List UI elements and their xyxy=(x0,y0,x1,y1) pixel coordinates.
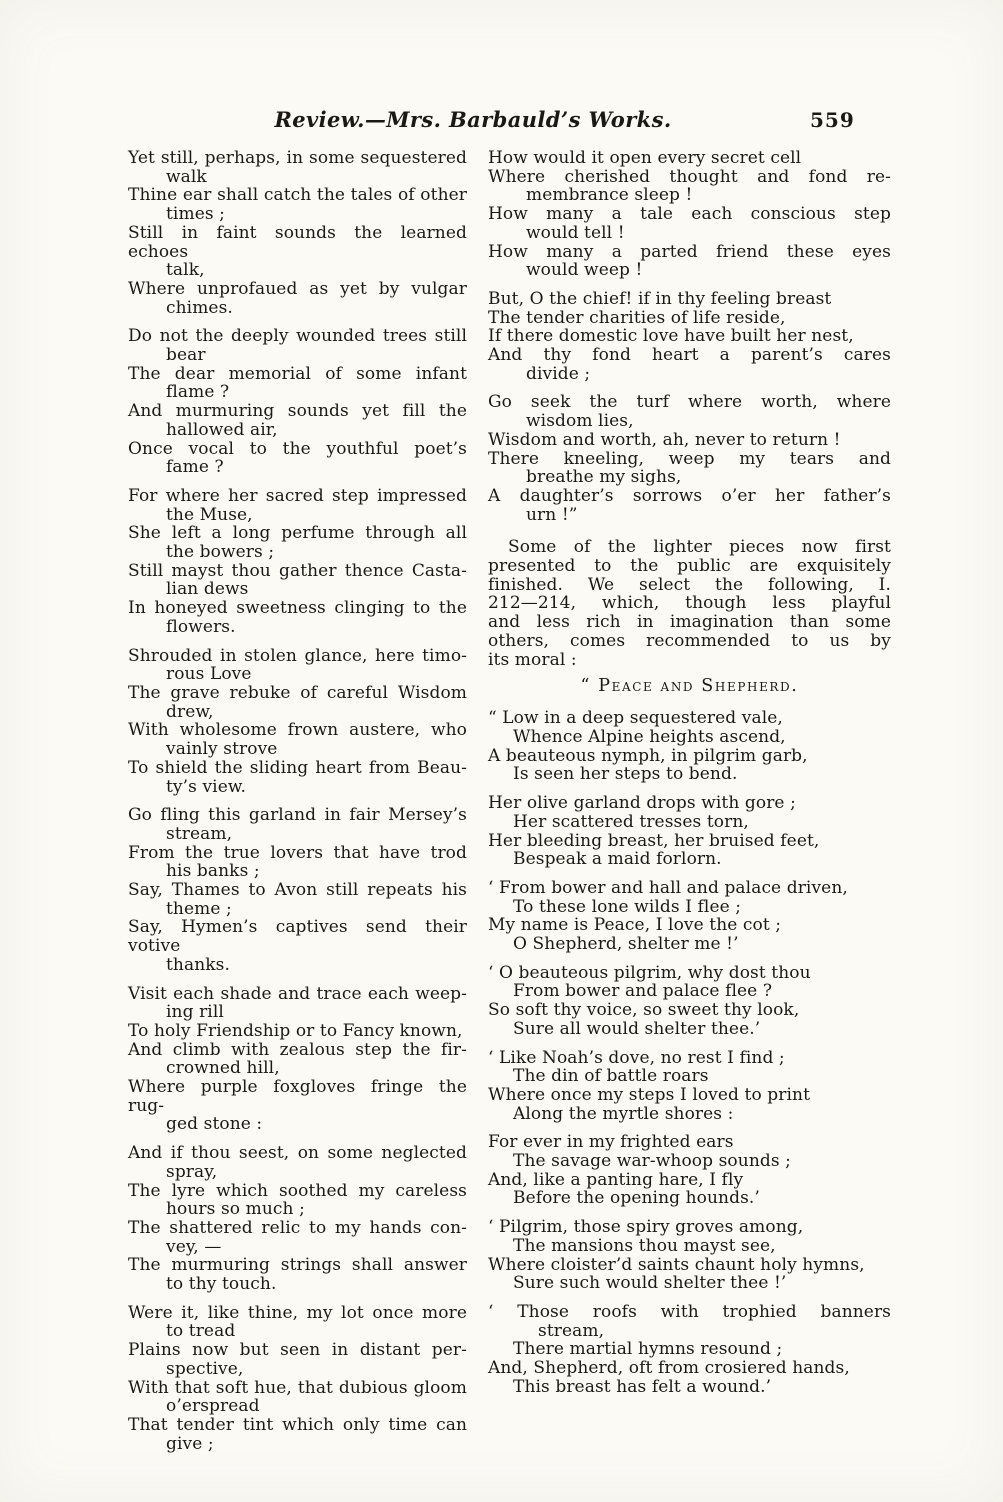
verse-line: The mansions thou mayst see, xyxy=(513,1235,776,1256)
ballad-block xyxy=(488,794,891,869)
ballad-block xyxy=(488,1218,891,1293)
verse-line: Do not the deeply wounded trees still xyxy=(128,326,467,347)
verse-line: vainly strove xyxy=(166,739,278,760)
verse-line: Wisdom and worth, ah, never to return ! xyxy=(488,429,841,450)
verse-line: The tender charities of life reside, xyxy=(488,307,786,328)
verse-line: Bespeak a maid forlorn. xyxy=(513,849,722,870)
verse-line: Where once my steps I loved to print xyxy=(488,1084,811,1105)
verse-line: thanks. xyxy=(166,954,230,975)
verse-line: stream, xyxy=(166,823,233,844)
verse-line: But, O the chief! if in thy feeling breast xyxy=(488,288,832,309)
verse-line: Her scattered tresses torn, xyxy=(513,811,749,832)
verse-line: Before the opening hounds.’ xyxy=(513,1188,760,1209)
prose-block xyxy=(488,538,891,669)
page-header xyxy=(0,107,1003,139)
hymn-block xyxy=(128,327,467,477)
verse-line: The dear memorial of some infant xyxy=(128,363,467,384)
prose-line: finished. We select the following, I. xyxy=(488,574,891,595)
verse-line: Sure all would shelter thee.’ xyxy=(513,1018,761,1039)
verse-line: And, Shepherd, oft from crosiered hands, xyxy=(488,1358,850,1379)
verse-line: How many a tale each conscious step xyxy=(488,204,891,225)
verse-line: From bower and palace flee ? xyxy=(513,981,773,1002)
verse-line: theme ; xyxy=(166,898,232,919)
verse-line: the bowers ; xyxy=(166,542,275,563)
verse-line: membrance sleep ! xyxy=(526,185,693,206)
verse-line: If there domestic love have built her nest, xyxy=(488,326,854,347)
verse-line: A beauteous nymph, in pilgrim garb, xyxy=(488,745,808,766)
verse-line: Thine ear shall catch the tales of other xyxy=(128,185,467,206)
verse-line: ‘ Pilgrim, those spiry groves among, xyxy=(488,1217,804,1238)
prose-line: Some of the lighter pieces now first xyxy=(508,537,891,558)
verse-line: urn !” xyxy=(526,504,578,525)
verse-line: O Shepherd, shelter me !’ xyxy=(513,934,739,955)
verse-line: chimes. xyxy=(166,297,233,318)
verse-line: Go fling this garland in fair Mersey’s xyxy=(128,805,467,826)
verse-line: Where cherished thought and fond re- xyxy=(488,166,891,187)
verse-line: There martial hymns resound ; xyxy=(513,1339,783,1360)
verse-line: would tell ! xyxy=(526,222,625,243)
verse-line: For where her sacred step impressed xyxy=(128,485,467,506)
verse-line: From the true lovers that have trod xyxy=(128,842,467,863)
page-number: 559 xyxy=(810,108,855,132)
verse-line: to tread xyxy=(166,1321,236,1342)
verse-line: Along the myrtle shores : xyxy=(513,1103,734,1124)
hymn-block xyxy=(488,290,891,384)
verse-line: This breast has felt a wound.’ xyxy=(513,1376,772,1397)
verse-line: talk, xyxy=(166,260,205,281)
hymn-block xyxy=(128,806,467,974)
verse-line: divide ; xyxy=(526,363,591,384)
hymn-block xyxy=(488,393,891,524)
prose-line: its moral : xyxy=(488,649,577,670)
verse-line: Still mayst thou gather thence Casta- xyxy=(128,560,467,581)
prose-line: and less rich in imagination than some xyxy=(488,612,891,633)
verse-line: To holy Friendship or to Fancy known, xyxy=(128,1020,463,1041)
verse-line: For ever in my frighted ears xyxy=(488,1132,734,1153)
verse-line: walk xyxy=(166,166,207,187)
verse-line: o’erspread xyxy=(166,1396,260,1417)
verse-line: My name is Peace, I love the cot ; xyxy=(488,915,782,936)
prose-line: 212—214, which, though less playful xyxy=(488,593,891,614)
verse-line: give ; xyxy=(166,1433,214,1454)
verse-line: crowned hill, xyxy=(166,1058,280,1079)
verse-line: Were it, like thine, my lot once more xyxy=(128,1302,467,1323)
verse-line: spray, xyxy=(166,1161,218,1182)
hymn-block xyxy=(128,487,467,637)
verse-line: ty’s view. xyxy=(166,776,247,797)
verse-line: Whence Alpine heights ascend, xyxy=(513,726,786,747)
verse-line: wisdom lies, xyxy=(526,411,634,432)
verse-line: times ; xyxy=(166,204,226,225)
verse-line: “ Low in a deep sequestered vale, xyxy=(488,708,783,729)
verse-line: Still in faint sounds the learned echoes xyxy=(128,222,467,262)
text-columns xyxy=(128,149,891,1463)
verse-line: ‘ Those roofs with trophied banners xyxy=(488,1301,891,1322)
column-right xyxy=(488,149,891,1463)
verse-line: And if thou seest, on some neglected xyxy=(128,1143,467,1164)
verse-line: stream, xyxy=(538,1320,605,1341)
ballad-block xyxy=(488,1133,891,1208)
verse-line: Visit each shade and trace each weep- xyxy=(128,983,467,1004)
verse-line: And murmuring sounds yet fill the xyxy=(128,401,467,422)
verse-line: How would it open every secret cell xyxy=(488,148,802,168)
verse-line: Shrouded in stolen glance, here timo- xyxy=(128,645,467,666)
ballad-block xyxy=(488,1303,891,1397)
verse-line: The lyre which soothed my careless xyxy=(128,1180,467,1201)
verse-line: Once vocal to the youthful poet’s xyxy=(128,438,467,459)
verse-line: In honeyed sweetness clinging to the xyxy=(128,598,467,619)
verse-line: Say, Thames to Avon still repeats his xyxy=(128,880,467,901)
verse-line: And, like a panting hare, I fly xyxy=(488,1169,744,1190)
verse-line: rous Love xyxy=(166,664,252,685)
verse-line: Her olive garland drops with gore ; xyxy=(488,793,796,814)
verse-line: And thy fond heart a parent’s cares xyxy=(488,345,891,366)
verse-line: With wholesome frown austere, who xyxy=(128,720,467,741)
verse-line: With that soft hue, that dubious gloom xyxy=(128,1377,467,1398)
ballad-block xyxy=(488,879,891,954)
verse-line: Say, Hymen’s captives send their votive xyxy=(128,917,467,957)
verse-line: vey, — xyxy=(166,1236,222,1257)
verse-line: There kneeling, weep my tears and xyxy=(488,448,891,469)
verse-line: Her bleeding breast, her bruised feet, xyxy=(488,830,820,851)
verse-line: ‘ Like Noah’s dove, no rest I find ; xyxy=(488,1047,785,1068)
prose-line: others, comes recommended to us by xyxy=(488,630,891,651)
verse-line: That tender tint which only time can xyxy=(128,1415,467,1435)
verse-line: Go seek the turf where worth, where xyxy=(488,392,891,413)
verse-line: To these lone wilds I flee ; xyxy=(513,896,742,917)
verse-line: bear xyxy=(166,345,206,366)
verse-line: to thy touch. xyxy=(166,1274,277,1295)
verse-line: ‘ From bower and hall and palace driven, xyxy=(488,877,848,898)
verse-line: Where purple foxgloves fringe the rug- xyxy=(128,1077,467,1116)
hymn-block xyxy=(128,985,467,1135)
verse-line: breathe my sighs, xyxy=(526,467,682,488)
verse-line: Where cloister’d saints chaunt holy hymns, xyxy=(488,1254,865,1275)
verse-line: A daughter’s sorrows o’er her father’s xyxy=(488,485,891,506)
verse-line: lian dews xyxy=(166,579,249,600)
verse-line: would weep ! xyxy=(526,260,643,281)
page-title: Review.—Mrs. Barbauld’s Works. xyxy=(274,107,672,132)
verse-line: his banks ; xyxy=(166,861,260,882)
verse-line: Sure such would shelter thee !’ xyxy=(513,1273,787,1294)
verse-line: Yet still, perhaps, in some sequestered xyxy=(128,148,467,168)
verse-line: Where unprofaued as yet by vulgar xyxy=(128,278,467,299)
verse-line: The din of battle roars xyxy=(513,1066,709,1087)
prose-line: presented to the public are exquisitely xyxy=(488,556,891,577)
hymn-block xyxy=(128,149,467,317)
verse-line: The savage war-whoop sounds ; xyxy=(513,1151,792,1172)
verse-line: The murmuring strings shall answer xyxy=(128,1255,467,1276)
column-left xyxy=(128,149,467,1463)
verse-line: Is seen her steps to bend. xyxy=(513,764,738,785)
hymn-block xyxy=(128,1144,467,1294)
verse-line: flowers. xyxy=(166,616,236,637)
poem-title: “ Peace and Shepherd. xyxy=(580,676,799,697)
verse-line: flame ? xyxy=(166,382,230,403)
verse-line: ‘ O beauteous pilgrim, why dost thou xyxy=(488,962,811,983)
verse-line: The shattered relic to my hands con- xyxy=(128,1217,467,1238)
verse-line: And climb with zealous step the fir- xyxy=(128,1039,467,1060)
verse-line: To shield the sliding heart from Beau- xyxy=(128,757,467,778)
verse-line: the Muse, xyxy=(166,504,253,525)
verse-line: ged stone : xyxy=(166,1114,263,1135)
ballad-block xyxy=(488,709,891,784)
ballad-block xyxy=(488,964,891,1039)
verse-line: The grave rebuke of careful Wisdom xyxy=(128,682,467,703)
verse-line: hallowed air, xyxy=(166,419,278,440)
verse-line: Plains now but seen in distant per- xyxy=(128,1340,467,1361)
verse-line: hours so much ; xyxy=(166,1199,305,1220)
ballad-block xyxy=(488,1049,891,1124)
hymn-block xyxy=(488,149,891,280)
verse-line: drew, xyxy=(166,701,214,722)
hymn-block xyxy=(128,1304,467,1454)
verse-line: spective, xyxy=(166,1358,244,1379)
verse-line: How many a parted friend these eyes xyxy=(488,241,891,262)
verse-line: fame ? xyxy=(166,457,224,478)
hymn-block xyxy=(128,647,467,797)
verse-line: So soft thy voice, so sweet thy look, xyxy=(488,1000,800,1021)
verse-line: ing rill xyxy=(166,1002,224,1023)
verse-line: She left a long perfume through all xyxy=(128,523,467,544)
